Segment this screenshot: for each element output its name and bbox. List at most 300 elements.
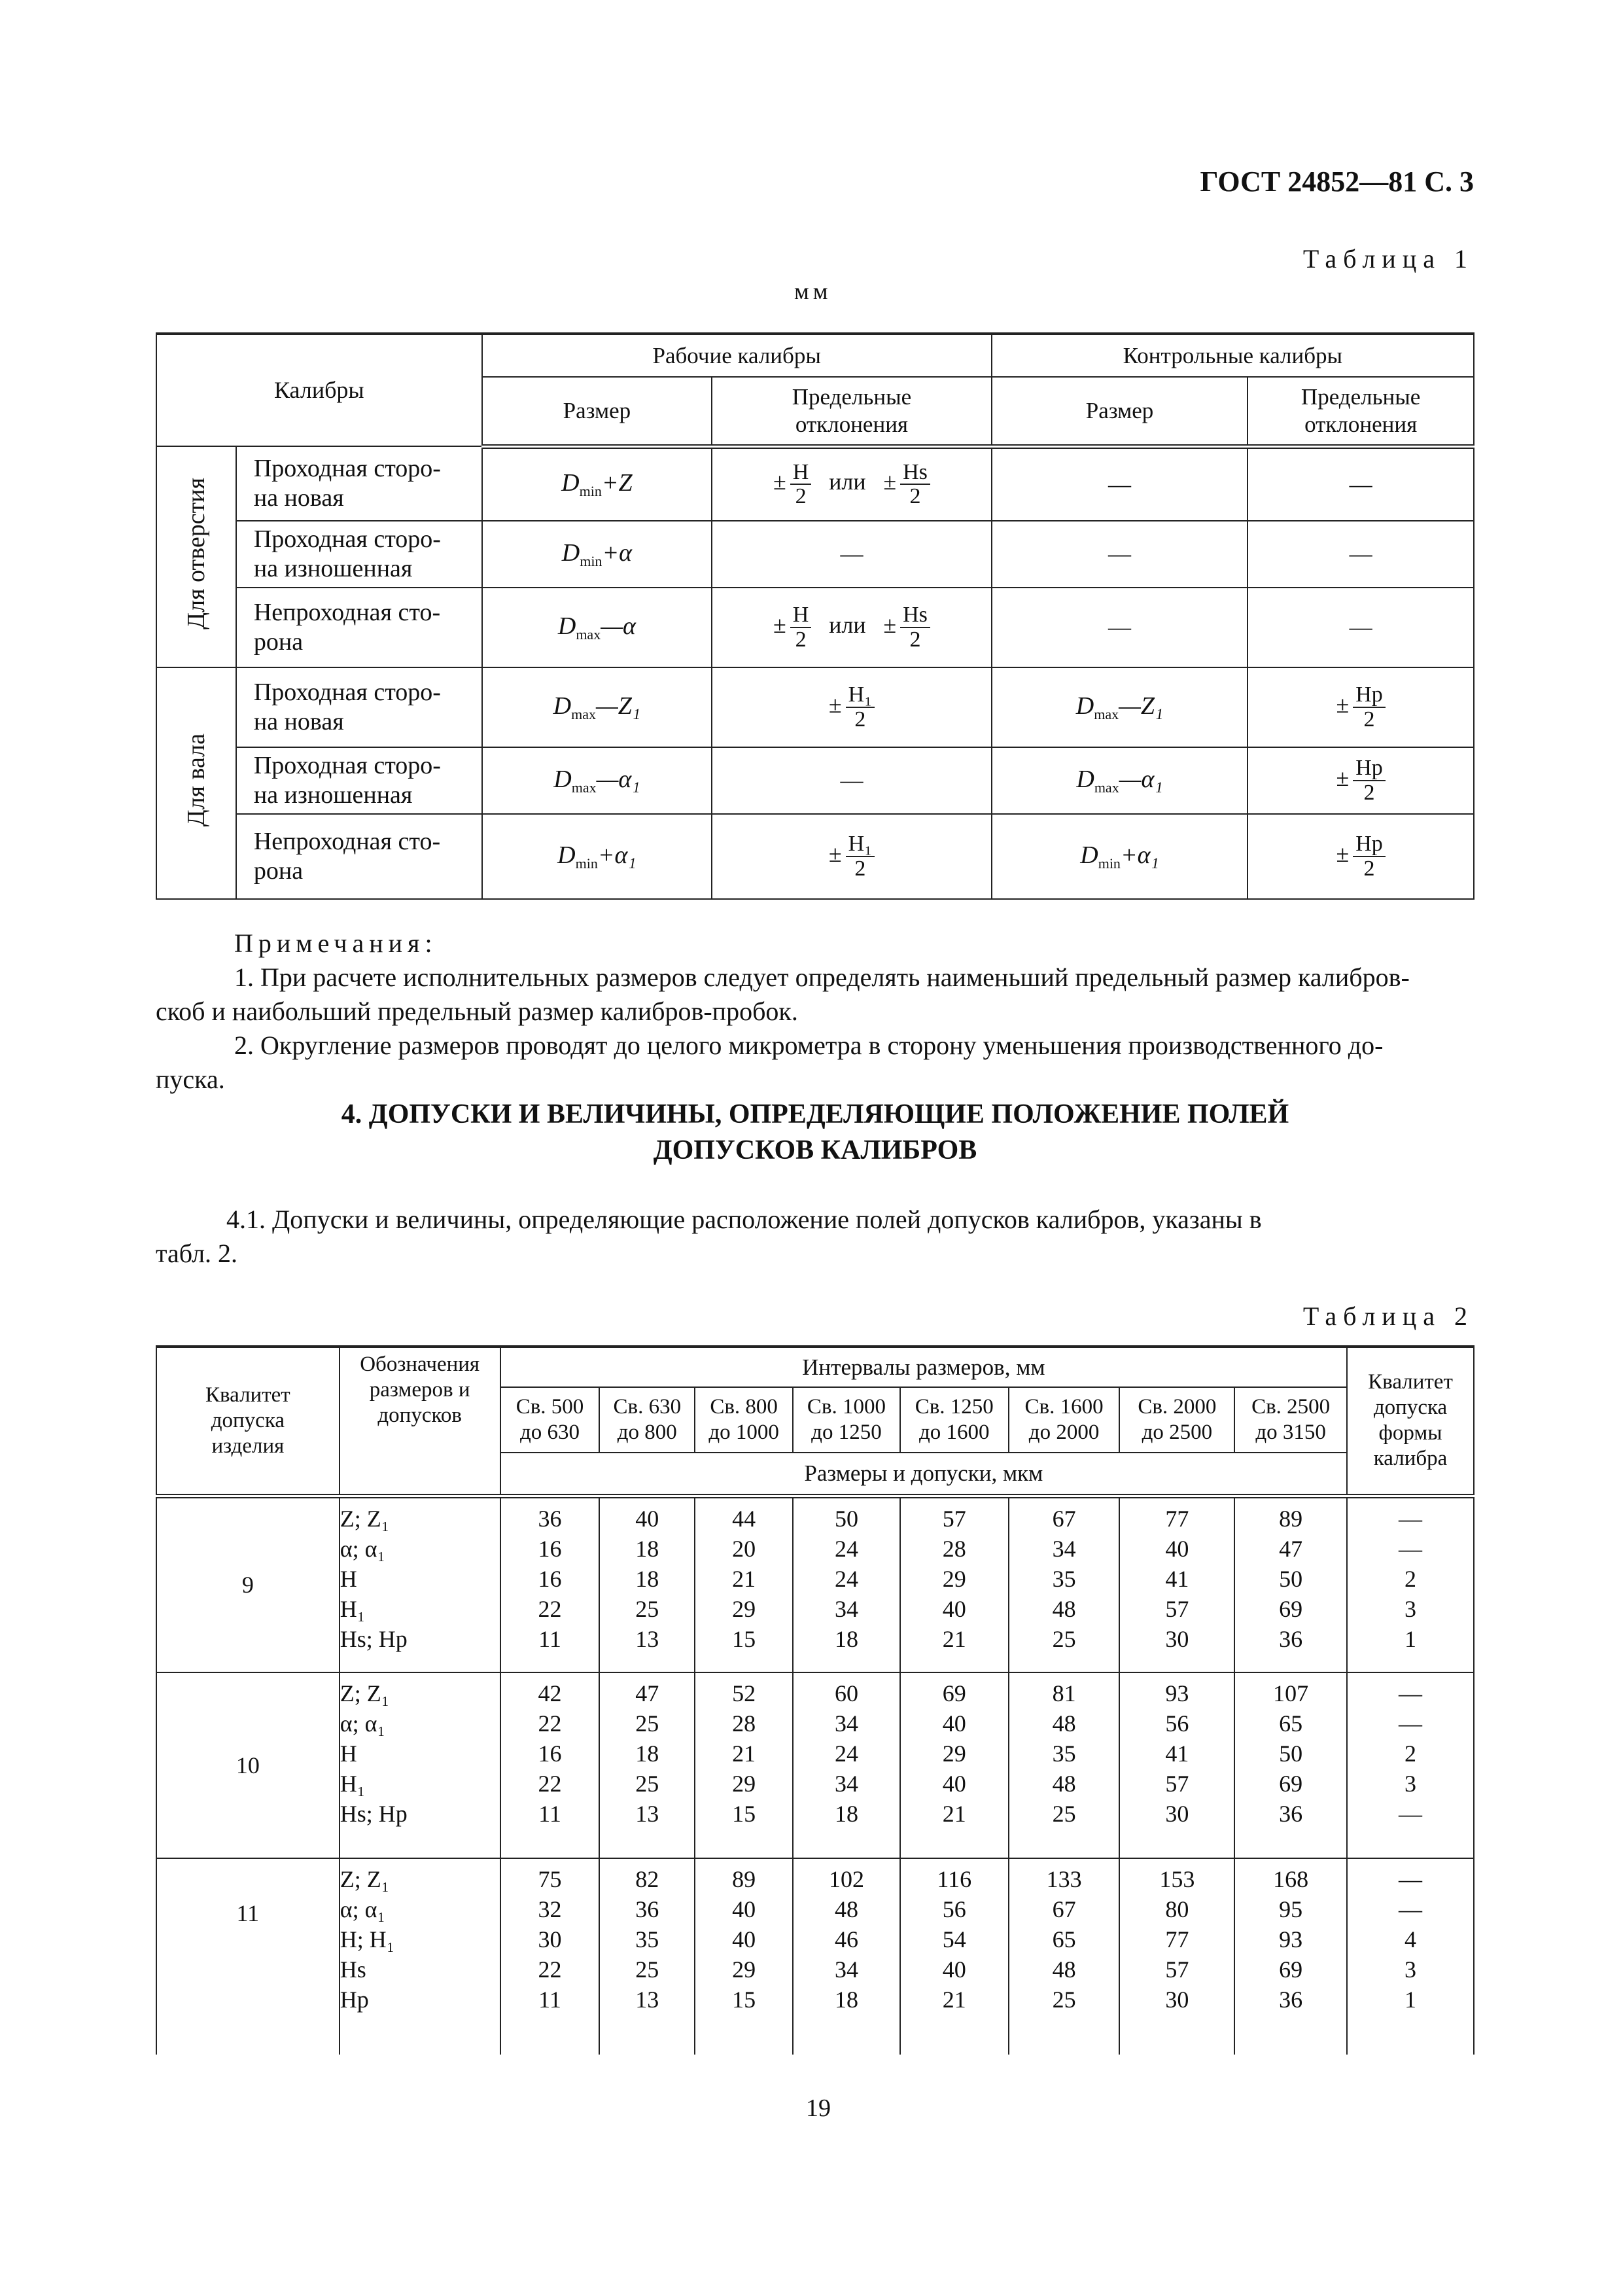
t2-g2-c0-1: 32 [538,1896,562,1923]
t2-g1-c6-2: 41 [1165,1740,1189,1767]
t1-row5-l2: рона [253,857,304,885]
t1-row5-size-rest: +α₁ [597,841,637,870]
t2-head-intervals: Интервалы размеров, мм [500,1347,1347,1387]
notes-body [156,961,1475,1097]
t2-g2-sym-0: Z; Z₁ [340,1866,390,1892]
t2-g0-c4-2: 29 [942,1565,966,1592]
t1-row0-size-main: D [561,469,580,497]
t1-row3-frac [846,683,875,731]
t1-row5-dev [712,814,992,899]
t2-g0-form [1347,1496,1474,1672]
t2-g1-symbols [340,1672,500,1858]
t2-g0-c3-4: 18 [834,1625,858,1652]
t1-row0-size-rest: +Z [601,469,633,497]
page-header: ГОСТ 24852—81 С. 3 [1200,166,1474,198]
t1-row5-frac-num: H₁ [846,832,875,857]
t1-row4-size-main: D [553,766,572,794]
t1-head-rabochie: Рабочие калибры [482,334,992,377]
t2-int-2 [695,1387,793,1453]
t1-row0-size-sub: min [579,483,602,500]
t2-g0-c1-4: 13 [635,1625,659,1652]
t2-int-2-b: до 1000 [708,1421,779,1444]
t2-g1-c5 [1009,1672,1120,1858]
t2-head-oboz-l3: допусков [377,1403,462,1427]
t1-row3-l1: Проходная сторо- [253,679,441,707]
t1-row0-frac2-num: Hs [900,461,930,486]
t2-int-5 [1009,1387,1120,1453]
t1-row2-size-sub: max [576,626,601,643]
t1-row3-kdev [1248,667,1474,747]
t2-g1-c6-3: 57 [1165,1771,1189,1797]
t2-int-1-b: до 800 [617,1421,677,1444]
t2-g2-form-4: 1 [1405,1987,1417,2013]
t1-row1-ksize: — [992,521,1248,588]
t2-g1-sym-4: Hs; Hp [340,1801,408,1828]
section4-p1-l1: 4.1. Допуски и величины, определяющие расположение полей допусков калибров, указаны в [226,1205,1262,1234]
t2-g0-c0 [500,1496,600,1672]
t2-int-2-a: Св. 800 [710,1395,778,1419]
t2-g0-c7 [1234,1496,1347,1672]
t2-g1-c5-3: 48 [1052,1771,1076,1797]
t1-row5-frac [846,832,875,880]
t1-row0-frac1-den: 2 [795,484,807,509]
t1-row5-ksize [992,814,1248,899]
section4-title [156,1097,1475,1168]
t2-g1-c2-0: 52 [732,1680,756,1706]
t2-g1-c4-4: 21 [942,1801,966,1828]
t1-row4-kfrac-num: Hp [1353,756,1386,781]
t2-g0-c5-2: 35 [1052,1565,1076,1592]
t1-row2-pm1: ± [773,612,786,639]
t2-int-3-b: до 1250 [811,1421,882,1444]
t1-row2-l2: рона [253,628,304,656]
t1-head-kraz: Размер [992,377,1248,446]
t2-g1-c0 [500,1672,600,1858]
t2-g2-c3-4: 18 [834,1987,858,2013]
t2-g2-c7-1: 95 [1279,1896,1303,1923]
t1-row0-frac2 [900,461,930,508]
t2-g1-c1 [599,1672,695,1858]
t2-g2-c2-2: 40 [732,1926,756,1953]
t2-int-0-b: до 630 [519,1421,580,1444]
t2-g1-c2 [695,1672,793,1858]
t2-g2-c2-4: 15 [732,1987,756,2013]
t2-g0-sym-3: H₁ [340,1595,366,1622]
t2-g2-c4-0: 116 [937,1866,972,1892]
t1-row0-ksize: — [992,446,1248,521]
t2-g0-c1-2: 18 [635,1565,659,1592]
t2-g2-c5 [1009,1858,1120,2055]
t1-row3-size [482,667,712,747]
t1-row4-kpm: ± [1336,765,1350,792]
t2-int-0 [500,1387,600,1453]
t2-g2-c2 [695,1858,793,2055]
t2-int-4 [900,1387,1009,1453]
t1-row0-or: или [829,468,866,495]
t2-g0-c2-2: 21 [732,1565,756,1592]
t2-g0-c6-1: 40 [1165,1535,1189,1562]
t2-g1-form-4: — [1399,1801,1423,1828]
t2-g1-c4-1: 40 [942,1710,966,1737]
t2-g2-c0 [500,1858,600,2055]
t1-row2-frac1 [790,603,812,651]
t1-row5-l1: Непроходная сто- [253,828,441,856]
t1-row2-frac2-num: Hs [900,603,930,628]
t2-head-units: Размеры и допуски, мкм [500,1453,1347,1496]
t2-int-3-a: Св. 1000 [807,1395,886,1419]
t2-head-oboz [340,1347,500,1496]
t2-g0-c5-3: 48 [1052,1595,1076,1622]
t2-g1-c6 [1119,1672,1234,1858]
t2-int-5-b: до 2000 [1028,1421,1100,1444]
t2-g2-c2-3: 29 [732,1956,756,1983]
t1-row2-size-rest: —α [601,612,636,641]
t1-row4-ksize-rest: —α₁ [1119,766,1163,794]
t1-row4-kdev [1248,747,1474,814]
t2-g0-c2-1: 20 [732,1535,756,1562]
t2-g1-c0-2: 16 [538,1740,562,1767]
t2-g1-form-3: 3 [1405,1771,1417,1797]
t2-g0-c6-2: 41 [1165,1565,1189,1592]
t1-row5-kdev [1248,814,1474,899]
t2-int-5-a: Св. 1600 [1024,1395,1104,1419]
t2-int-4-a: Св. 1250 [915,1395,994,1419]
t2-int-6-a: Св. 2000 [1138,1395,1217,1419]
t1-row0-frac1 [790,461,812,508]
t1-row3-ksize-sub: max [1094,706,1119,723]
t2-int-0-a: Св. 500 [515,1395,584,1419]
t2-g2-c4-2: 54 [942,1926,966,1953]
t2-g2-c1 [599,1858,695,2055]
t1-row3-frac-den: 2 [854,707,866,732]
t1-row5-label [236,814,482,899]
t2-g2-c7-3: 69 [1279,1956,1303,1983]
note2-line2: пуска. [156,1065,225,1094]
t1-row3-label [236,667,482,747]
t2-g2-c3 [793,1858,900,2055]
t2-int-7 [1234,1387,1347,1453]
t2-g1-c7-3: 69 [1279,1771,1303,1797]
t1-row0-l1: Проходная сторо- [253,455,441,483]
t2-g0-c4-0: 57 [942,1505,966,1532]
t1-row3-kfrac [1353,683,1386,731]
t1-row4-ksize-sub: max [1094,779,1119,796]
t2-g2-c7-4: 36 [1279,1987,1303,2013]
t1-row0-label [236,446,482,521]
t2-g1-sym-3: H₁ [340,1771,366,1797]
t2-g0-c0-4: 11 [538,1625,561,1652]
t2-g1-c3-0: 60 [834,1680,858,1706]
t2-g0-c1-0: 40 [635,1505,659,1532]
t1-row0-pm1: ± [773,468,786,495]
t1-row0-frac2-den: 2 [909,484,921,509]
t2-g2-c7-0: 168 [1273,1866,1309,1892]
t2-g0-c6 [1119,1496,1234,1672]
t1-row5-kfrac [1353,832,1386,880]
t1-row5-ksize-rest: +α₁ [1120,841,1159,870]
t1-group-hole-text: Для отверстия [182,478,210,630]
t2-g2-c5-0: 133 [1046,1866,1082,1892]
t1-row3-ksize [992,667,1248,747]
t1-row2-size-main: D [557,612,576,641]
t1-row3-ksize-rest: —Z₁ [1119,692,1164,720]
t2-g0-c7-1: 47 [1279,1535,1303,1562]
t2-head-form-l4: калибра [1373,1447,1448,1471]
t2-g2-c2-0: 89 [732,1866,756,1892]
t2-g1-c0-3: 22 [538,1771,562,1797]
t2-g0-c7-4: 36 [1279,1625,1303,1652]
t2-g0-c3-2: 24 [834,1565,858,1592]
t1-row5-ksize-main: D [1080,841,1098,870]
t2-g2-c5-3: 48 [1052,1956,1076,1983]
t2-g1-c5-2: 35 [1052,1740,1076,1767]
t2-g0-c4-3: 40 [942,1595,966,1622]
t1-row5-ksize-sub: min [1098,855,1121,872]
t2-g2-form [1347,1858,1474,2055]
t2-g0-form-2: 2 [1405,1565,1417,1592]
t1-row4-l2: на изношенная [253,781,413,809]
t1-row2-kdev: — [1248,588,1474,667]
t2-g2-c1-0: 82 [635,1866,659,1892]
t2-g2-c6-3: 57 [1165,1956,1189,1983]
t1-row0-kdev: — [1248,446,1474,521]
t1-row3-kfrac-num: Hp [1353,683,1386,708]
t1-row5-size [482,814,712,899]
t2-g2-c4-1: 56 [942,1896,966,1923]
t2-head-kval-l2: допуска [211,1408,285,1432]
t1-row2-or: или [829,612,866,639]
t1-row3-kpm: ± [1336,692,1350,718]
t2-g0-c0-2: 16 [538,1565,562,1592]
t2-head-oboz-l2: размеров и [369,1377,470,1402]
t1-row4-ksize-main: D [1076,766,1094,794]
section4-paragraph [156,1203,1475,1271]
t2-g0-c2-0: 44 [732,1505,756,1532]
t2-g1-c3-1: 34 [834,1710,858,1737]
t1-row4-dev: — [712,747,992,814]
table1-unit: мм [794,278,832,304]
t2-g0-c0-3: 22 [538,1595,562,1622]
t2-g0-sym-1: α; α₁ [340,1535,385,1562]
t2-g0-form-1: — [1399,1535,1423,1562]
t2-int-7-a: Св. 2500 [1251,1395,1331,1419]
t2-g0-c3-0: 50 [834,1505,858,1532]
t2-g2-form-0: — [1399,1866,1423,1892]
t2-g1-c3-3: 34 [834,1771,858,1797]
t2-g0-c0-1: 16 [538,1535,562,1562]
t1-row0-size [482,446,712,521]
t2-g0-c4 [900,1496,1009,1672]
t2-g1-c3-2: 24 [834,1740,858,1767]
t1-row4-label [236,747,482,814]
t2-g1-c7 [1234,1672,1347,1858]
t2-g2-c0-2: 30 [538,1926,562,1953]
t2-g1-c5-1: 48 [1052,1710,1076,1737]
t2-g1-c0-4: 11 [538,1801,561,1828]
t2-g0-c7-3: 69 [1279,1595,1303,1622]
t2-g0-form-0: — [1399,1505,1423,1532]
t2-g2-c3-1: 48 [834,1896,858,1923]
t2-g1-c4-3: 40 [942,1771,966,1797]
t1-head-pred [712,377,992,446]
t2-g0-symbols [340,1496,500,1672]
t2-g1-c7-1: 65 [1279,1710,1303,1737]
t2-g0-c6-3: 57 [1165,1595,1189,1622]
t1-row4-size-rest: —α₁ [596,766,640,794]
note1-line2: скоб и наибольший предельный размер калибров-пробок. [156,997,798,1026]
t1-head-pred-l1: Предельные [792,384,912,410]
t2-g0-c2-4: 15 [732,1625,756,1652]
t2-g0-c5-4: 25 [1052,1625,1076,1652]
t2-g0-c1 [599,1496,695,1672]
t2-g1-form-2: 2 [1405,1740,1417,1767]
t2-g2-c6-2: 77 [1165,1926,1189,1953]
t2-g0-c2-3: 29 [732,1595,756,1622]
t2-g0-sym-4: Hs; Hp [340,1625,408,1652]
note1-line1: 1. При расчете исполнительных размеров следует определять наименьший предельный размер калибров- [234,963,1410,992]
t1-row5-pm: ± [828,841,842,868]
t2-g2-sym-1: α; α₁ [340,1896,385,1923]
t2-g1-sym-0: Z; Z₁ [340,1680,390,1706]
t2-head-form [1347,1347,1474,1496]
t1-row1-dev: — [712,521,992,588]
t2-g1-c7-2: 50 [1279,1740,1303,1767]
t1-row4-size-sub: max [571,779,597,796]
t1-row2-size [482,588,712,667]
t2-g0-c1-1: 18 [635,1535,659,1562]
t2-g2-c7-2: 93 [1279,1926,1303,1953]
t2-g0-c5-0: 67 [1052,1505,1076,1532]
t2-g2-c3-0: 102 [828,1866,864,1892]
t1-row5-kfrac-den: 2 [1363,857,1375,881]
t2-g1-sym-1: α; α₁ [340,1710,385,1737]
t1-head-kontrolnye: Контрольные калибры [992,334,1474,377]
t1-row2-label [236,588,482,667]
t1-head-pred-l2: отклонения [795,411,909,437]
t2-g1-c0-0: 42 [538,1680,562,1706]
t1-row4-kfrac-den: 2 [1363,781,1375,805]
t2-g2-sym-2: H; H₁ [340,1926,395,1953]
t2-g1-c6-4: 30 [1165,1801,1189,1828]
t2-g1-c2-2: 21 [732,1740,756,1767]
t2-g1-form-0: — [1399,1680,1423,1706]
t2-g0-c0-0: 36 [538,1505,562,1532]
t1-row2-pm2: ± [883,612,897,639]
t1-head-kpred-l1: Предельные [1300,384,1421,410]
t1-row2-frac1-num: H [790,603,812,628]
t2-g1-c1-3: 25 [635,1771,659,1797]
t2-g0-c6-4: 30 [1165,1625,1189,1652]
t1-row1-l1: Проходная сторо- [253,525,441,554]
t2-g2-c5-1: 67 [1052,1896,1076,1923]
t1-row3-pm: ± [828,692,842,718]
t2-g0-c3 [793,1496,900,1672]
section4-title-l1: 4. ДОПУСКИ И ВЕЛИЧИНЫ, ОПРЕДЕЛЯЮЩИЕ ПОЛОЖЕНИЕ ПОЛЕЙ [341,1099,1289,1129]
t1-row4-size [482,747,712,814]
t2-g2-sym-4: Hp [340,1987,369,2013]
t2-head-kval-l3: изделия [211,1434,285,1458]
t2-head-oboz-l1: Обозначения [360,1352,480,1376]
t2-g1-kval: 10 [156,1672,340,1858]
t2-head-form-l1: Квалитет [1368,1370,1453,1394]
table2 [156,1345,1475,2055]
t2-g1-c6-0: 93 [1165,1680,1189,1706]
t2-g1-c3 [793,1672,900,1858]
t2-g0-c6-0: 77 [1165,1505,1189,1532]
t2-head-kval [156,1347,340,1496]
t2-int-1 [599,1387,695,1453]
t2-g2-c0-4: 11 [538,1987,561,2013]
t2-g2-c5-4: 25 [1052,1987,1076,2013]
t2-g0-c3-1: 24 [834,1535,858,1562]
t2-g2-c0-0: 75 [538,1866,562,1892]
t2-int-7-b: до 3150 [1255,1421,1326,1444]
t1-row3-size-rest: —Z₁ [596,692,641,720]
t1-row4-kfrac [1353,756,1386,804]
t1-row1-kdev: — [1248,521,1474,588]
t1-row3-l2: на новая [253,708,344,735]
t1-row5-kfrac-num: Hp [1353,832,1386,857]
t2-g1-c1-0: 47 [635,1680,659,1706]
t1-row1-label [236,521,482,588]
t2-g2-form-3: 3 [1405,1956,1417,1983]
t2-g2-form-2: 4 [1405,1926,1417,1953]
t1-row5-frac-den: 2 [854,857,866,881]
t1-row3-dev [712,667,992,747]
t2-g0-c4-1: 28 [942,1535,966,1562]
t2-g1-form-1: — [1399,1710,1423,1737]
t2-g2-sym-3: Hs [340,1956,366,1983]
t2-g2-c3-3: 34 [834,1956,858,1983]
t2-g1-c6-1: 56 [1165,1710,1189,1737]
t2-g1-c7-4: 36 [1279,1801,1303,1828]
t2-g1-c3-4: 18 [834,1801,858,1828]
section4-p1-l2: табл. 2. [156,1239,238,1268]
t1-head-kpred [1248,377,1474,446]
t1-row5-kpm: ± [1336,841,1350,868]
t1-row1-l2: на изношенная [253,555,413,582]
t2-g1-c4-0: 69 [942,1680,966,1706]
t2-g1-c0-1: 22 [538,1710,562,1737]
t2-g2-c4-4: 21 [942,1987,966,2013]
t2-head-kval-l1: Квалитет [205,1383,290,1407]
t1-row3-size-sub: max [571,706,596,723]
t1-row2-l1: Непроходная сто- [253,599,441,627]
t2-head-form-l3: формы [1378,1421,1442,1445]
t1-head-kpred-l2: отклонения [1304,411,1418,437]
t2-g1-c1-1: 25 [635,1710,659,1737]
t2-g1-c1-2: 18 [635,1740,659,1767]
t1-row5-size-sub: min [575,855,598,872]
t2-g1-c5-4: 25 [1052,1801,1076,1828]
t2-g0-c7-0: 89 [1279,1505,1303,1532]
t2-int-3 [793,1387,900,1453]
t2-g2-c6-1: 80 [1165,1896,1189,1923]
table1-label: Таблица 1 [1302,244,1474,274]
t2-g2-c0-3: 22 [538,1956,562,1983]
t1-row1-size-rest: +α [602,539,633,567]
t1-row2-frac2 [900,603,930,651]
t1-row0-pm2: ± [883,468,897,495]
t2-g1-c2-4: 15 [732,1801,756,1828]
t2-g0-sym-2: H [340,1565,357,1592]
t2-g2-c1-2: 35 [635,1926,659,1953]
t2-int-1-a: Св. 630 [613,1395,682,1419]
t1-group-shaft-text: Для вала [182,733,210,827]
t2-g2-c1-3: 25 [635,1956,659,1983]
t2-int-6 [1119,1387,1234,1453]
t2-g2-c7 [1234,1858,1347,2055]
